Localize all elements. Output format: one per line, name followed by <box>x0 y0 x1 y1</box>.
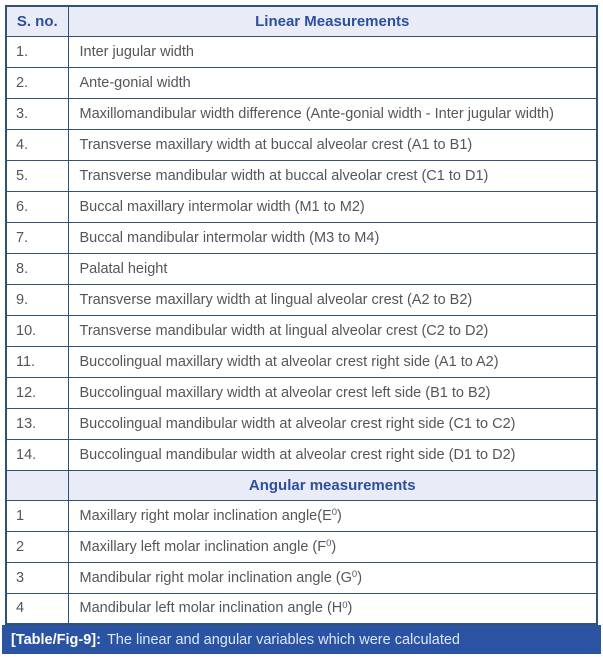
row-number: 2. <box>6 67 68 98</box>
table-row <box>6 284 597 315</box>
table-caption <box>2 625 601 654</box>
row-number: 12. <box>6 377 68 408</box>
angular-section-title: Angular measurements <box>68 470 597 500</box>
row-number: 2 <box>6 531 68 562</box>
measurements-table <box>5 5 598 625</box>
table-row <box>6 439 597 470</box>
header-linear-measurements: Linear Measurements <box>68 6 597 36</box>
row-number: 3. <box>6 98 68 129</box>
row-number: 4 <box>6 593 68 624</box>
row-label: Buccal maxillary intermolar width (M1 to M2) <box>68 191 597 222</box>
row-label: Buccolingual maxillary width at alveolar crest right side (A1 to A2) <box>68 346 597 377</box>
row-label: Mandibular right molar inclination angle $(G^0)$ <box>68 562 597 593</box>
table-row <box>6 191 597 222</box>
table-row <box>6 67 597 98</box>
row-number: 1 <box>6 500 68 531</box>
row-number: 1. <box>6 36 68 67</box>
row-number: 4. <box>6 129 68 160</box>
row-label: Maxillary right molar inclination $angle(E^0)$ <box>68 500 597 531</box>
row-label: Transverse mandibular width at buccal alveolar crest (C1 to D1) <box>68 160 597 191</box>
row-label: Inter jugular width <box>68 36 597 67</box>
table-row <box>6 531 597 562</box>
row-label: Maxillary left molar inclination angle $(F^0)$ <box>68 531 597 562</box>
table-row <box>6 315 597 346</box>
table-row <box>6 346 597 377</box>
row-label: Buccolingual mandibular width at alveolar crest right side (D1 to D2) <box>68 439 597 470</box>
row-number: 6. <box>6 191 68 222</box>
angular-section-empty-cell <box>6 470 68 500</box>
row-label: Maxillomandibular width difference (Ante-gonial width - Inter jugular width) <box>68 98 597 129</box>
row-number: 3 <box>6 562 68 593</box>
row-number: 9. <box>6 284 68 315</box>
row-number: 5. <box>6 160 68 191</box>
row-number: 11. <box>6 346 68 377</box>
row-label: Buccolingual mandibular width at alveolar crest right side (C1 to C2) <box>68 408 597 439</box>
table-row <box>6 222 597 253</box>
row-label: Ante-gonial width <box>68 67 597 98</box>
row-label: Buccal mandibular intermolar width (M3 to M4) <box>68 222 597 253</box>
row-label: Transverse mandibular width at lingual alveolar crest (C2 to D2) <box>68 315 597 346</box>
row-label: Transverse maxillary width at lingual alveolar crest (A2 to B2) <box>68 284 597 315</box>
header-sno: S. no. <box>6 6 68 36</box>
superscript: 0 <box>342 599 348 611</box>
superscript: 0 <box>326 538 332 549</box>
table-row <box>6 129 597 160</box>
table-row <box>6 160 597 191</box>
table-row <box>6 408 597 439</box>
caption-text: The linear and angular variables which were calculated <box>106 631 460 648</box>
row-number: 8. <box>6 253 68 284</box>
row-number: 14. <box>6 439 68 470</box>
row-label: Buccolingual maxillary width at alveolar crest left side (B1 to B2) <box>68 377 597 408</box>
table-row <box>6 562 597 593</box>
table-header-row <box>6 6 597 36</box>
row-label: Palatal height <box>68 253 597 284</box>
table-row <box>6 377 597 408</box>
row-number: 10. <box>6 315 68 346</box>
caption-label: [Table/Fig-9]: <box>11 631 101 648</box>
superscript: 0 <box>351 569 358 580</box>
row-label: Mandibular left molar inclination angle $(H^0)$ <box>68 593 597 624</box>
table-row <box>6 253 597 284</box>
table-row <box>6 36 597 67</box>
superscript: 0 <box>331 507 338 518</box>
angular-section-header-row <box>6 470 597 500</box>
row-number: 13. <box>6 408 68 439</box>
row-number: 7. <box>6 222 68 253</box>
table-row <box>6 500 597 531</box>
table-row <box>6 593 597 624</box>
row-label: Transverse maxillary width at buccal alveolar crest (A1 to B1) <box>68 129 597 160</box>
table-row <box>6 98 597 129</box>
